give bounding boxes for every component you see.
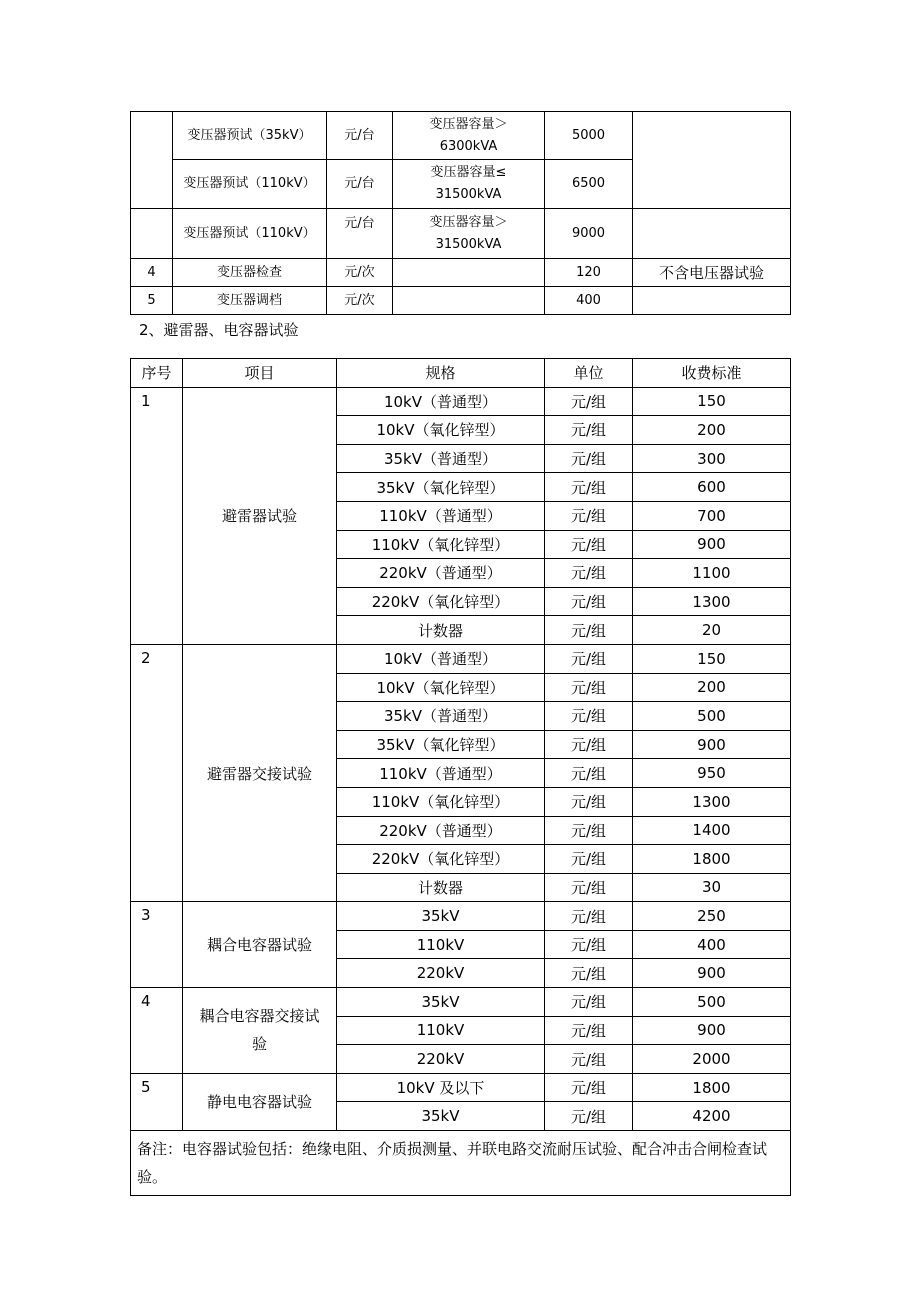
price-cell: 900 [633,959,791,988]
section-title: 2、避雷器、电容器试验 [139,321,299,339]
price-cell: 5000 [545,112,633,160]
item-cell: 变压器调档 [173,287,327,315]
price-cell: 900 [633,530,791,559]
unit-cell: 元/组 [545,1016,633,1045]
unit-cell: 元/组 [545,673,633,702]
spec-cell: 220kV [337,959,545,988]
price-cell: 1100 [633,559,791,588]
spec-cell: 220kV [337,1045,545,1074]
price-cell: 200 [633,673,791,702]
note-cell: 不含电压器试验 [633,259,791,287]
unit-cell: 元/组 [545,702,633,731]
spec-cell [393,287,545,315]
price-cell: 30 [633,873,791,902]
unit-cell: 元/组 [545,587,633,616]
price-cell: 9000 [545,209,633,259]
price-cell: 200 [633,416,791,445]
spec-cell: 35kV（氧化锌型） [337,730,545,759]
table-row [131,387,791,416]
header-price: 收费标准 [633,359,791,388]
price-cell: 300 [633,444,791,473]
spec-cell: 110kV（普通型） [337,759,545,788]
unit-cell: 元/组 [545,387,633,416]
spec-cell [393,259,545,287]
unit-cell: 元/组 [545,416,633,445]
item-cell: 耦合电容器交接试验 [183,988,337,1074]
header-spec: 规格 [337,359,545,388]
price-cell: 500 [633,702,791,731]
unit-cell: 元/次 [327,287,393,315]
unit-cell: 元/组 [545,759,633,788]
price-cell: 600 [633,473,791,502]
header-item: 项目 [183,359,337,388]
price-cell: 950 [633,759,791,788]
price-cell: 1800 [633,1073,791,1102]
spec-cell: 110kV（氧化锌型） [337,530,545,559]
seq-cell: 4 [131,988,183,1074]
item-cell: 变压器预试（110kV） [173,160,327,209]
spec-cell: 220kV（氧化锌型） [337,845,545,874]
unit-cell: 元/组 [545,1102,633,1131]
spec-cell: 110kV（氧化锌型） [337,787,545,816]
seq-cell: 2 [131,644,183,901]
unit-cell: 元/组 [545,816,633,845]
seq-cell [131,112,173,209]
transformer-fee-table [130,111,791,315]
unit-cell: 元/组 [545,787,633,816]
unit-cell: 元/组 [545,845,633,874]
arrester-capacitor-fee-table [130,358,791,1196]
unit-cell: 元/台 [327,112,393,160]
seq-cell: 5 [131,287,173,315]
price-cell: 900 [633,730,791,759]
spec-cell: 变压器容量≤ 31500kVA [393,160,545,209]
unit-cell: 元/组 [545,644,633,673]
unit-cell: 元/组 [545,616,633,645]
price-cell: 500 [633,988,791,1017]
item-cell: 避雷器交接试验 [183,644,337,901]
unit-cell: 元/组 [545,730,633,759]
unit-cell: 元/次 [327,259,393,287]
spec-cell: 变压器容量＞ 31500kVA [393,209,545,259]
unit-cell: 元/组 [545,873,633,902]
header-unit: 单位 [545,359,633,388]
price-cell: 250 [633,902,791,931]
spec-cell: 10kV（氧化锌型） [337,416,545,445]
table-row [131,209,791,259]
spec-cell: 220kV（普通型） [337,816,545,845]
unit-cell: 元/台 [327,209,393,259]
price-cell: 4200 [633,1102,791,1131]
table-row [131,644,791,673]
item-cell: 耦合电容器试验 [183,902,337,988]
table-row [131,287,791,315]
item-cell: 静电电容器试验 [183,1073,337,1130]
header-seq: 序号 [131,359,183,388]
item-cell: 变压器预试（110kV） [173,209,327,259]
unit-cell: 元/组 [545,473,633,502]
price-cell: 2000 [633,1045,791,1074]
price-cell: 400 [633,930,791,959]
table-header-row [131,359,791,388]
spec-cell: 计数器 [337,616,545,645]
spec-cell: 110kV（普通型） [337,501,545,530]
price-cell: 700 [633,501,791,530]
unit-cell: 元/组 [545,444,633,473]
spec-cell: 10kV（普通型） [337,644,545,673]
price-cell: 1300 [633,587,791,616]
spec-cell: 计数器 [337,873,545,902]
seq-cell [131,209,173,259]
price-cell: 150 [633,387,791,416]
unit-cell: 元/组 [545,930,633,959]
price-cell: 20 [633,616,791,645]
table-row [131,902,791,931]
spec-cell: 110kV [337,1016,545,1045]
note-cell [633,287,791,315]
unit-cell: 元/组 [545,988,633,1017]
seq-cell: 1 [131,387,183,644]
spec-cell: 220kV（普通型） [337,559,545,588]
spec-cell: 35kV [337,902,545,931]
spec-cell: 220kV（氧化锌型） [337,587,545,616]
price-cell: 400 [545,287,633,315]
price-cell: 1400 [633,816,791,845]
spec-cell: 10kV（普通型） [337,387,545,416]
unit-cell: 元/组 [545,1045,633,1074]
spec-cell: 变压器容量＞ 6300kVA [393,112,545,160]
note-cell [633,209,791,259]
spec-cell: 35kV [337,1102,545,1131]
table-row [131,112,791,160]
unit-cell: 元/组 [545,530,633,559]
remark-note: 备注：电容器试验包括：绝缘电阻、介质损测量、并联电路交流耐压试验、配合冲击合闸检查试验。 [131,1131,791,1196]
spec-cell: 35kV [337,988,545,1017]
price-cell: 900 [633,1016,791,1045]
unit-cell: 元/组 [545,959,633,988]
spec-cell: 35kV（普通型） [337,444,545,473]
seq-cell: 3 [131,902,183,988]
unit-cell: 元/组 [545,559,633,588]
item-cell: 变压器预试（35kV） [173,112,327,160]
table-row [131,988,791,1017]
price-cell: 120 [545,259,633,287]
spec-cell: 10kV 及以下 [337,1073,545,1102]
seq-cell: 5 [131,1073,183,1130]
price-cell: 6500 [545,160,633,209]
table-row [131,259,791,287]
unit-cell: 元/台 [327,160,393,209]
unit-cell: 元/组 [545,902,633,931]
spec-cell: 10kV（氧化锌型） [337,673,545,702]
note-cell [633,112,791,209]
spec-cell: 110kV [337,930,545,959]
spec-cell: 35kV（普通型） [337,702,545,731]
price-cell: 150 [633,644,791,673]
spec-cell: 35kV（氧化锌型） [337,473,545,502]
item-cell: 变压器检查 [173,259,327,287]
seq-cell: 4 [131,259,173,287]
price-cell: 1800 [633,845,791,874]
unit-cell: 元/组 [545,501,633,530]
note-row [131,1131,791,1196]
table-row [131,1073,791,1102]
item-cell: 避雷器试验 [183,387,337,644]
unit-cell: 元/组 [545,1073,633,1102]
price-cell: 1300 [633,787,791,816]
